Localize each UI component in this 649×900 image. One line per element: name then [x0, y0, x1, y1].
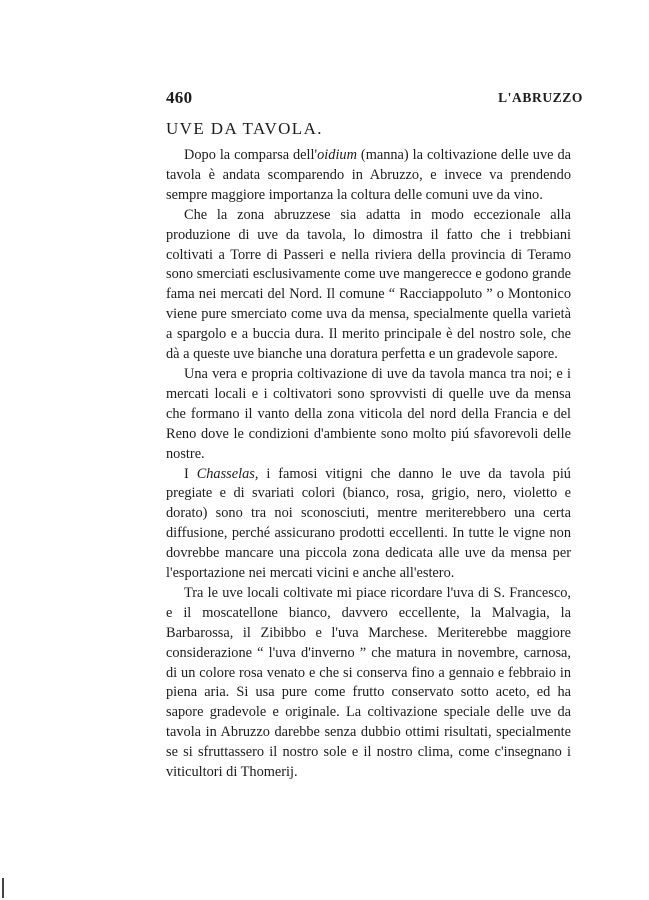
page-number: 460	[166, 88, 193, 107]
paragraph-1-text-start: Dopo la comparsa dell'	[184, 147, 318, 163]
paragraph-1-text-end: (manna) la coltivazione delle uve da tavola è andata scomparendo in Abruzzo, e invece va prendendo sempre maggiore importanza la coltura delle comuni uve da vino.	[166, 147, 571, 203]
section-title: UVE DA TAVOLA.	[166, 119, 323, 138]
paragraph-4-text-end: i famosi vitigni che danno le uve da tavola piú pregiate e di svariati colori (bianco, rosa, grigio, nero, violetto e dorato) sono tra noi sconosciuti, mentre meriterebbero una certa diffusione, perché assicurano prodotti eccellenti. In tutte le vigne non dovrebbe mancare una piccola zona dedicata alle uve da mensa per l'esportazione nei mercati vicini e anche all'estero.	[166, 465, 571, 582]
paragraph-3: Una vera e propria coltivazione di uve da tavola manca tra noi; e i mercati locali e i coltivatori sono sprovvisti di quelle uve da mensa che formano il vanto della zona viticola del nord della Francia e del Reno dove le condizioni d'ambiente sono molto piú sfavorevoli delle nostre.	[166, 365, 571, 462]
paragraph-4-text-start: I	[184, 465, 197, 482]
paragraph-5: Tra le uve locali coltivate mi piace ricordare l'uva di S. Francesco, e il moscatellone bianco, davvero eccellente, la Malvagia, la Barbarossa, il Zibibbo e l'uva Marchese. Meriterebbe maggiore considerazione “ l'uva d'inverno ” che matura in novembre, carnosa, di un colore rosa venato e che si conserva fino a gennaio e febbraio in piena aria. Si usa pure come frutto conservato sotto aceto, ed ha sapore gradevole e originale. La coltivazione speciale delle uve da tavola in Abruzzo darebbe senza dubbio ottimi risultati, specialmente se si sfruttassero il nostro sole e il nostro clima, come c'insegnano i viticultori di Thomerij.	[166, 584, 571, 781]
paragraph-1	[166, 146, 571, 206]
paragraph-4	[166, 465, 571, 584]
running-head: L'ABRUZZO	[498, 90, 583, 105]
paragraph-2: Che la zona abruzzese sia adatta in modo eccezionale alla produzione di uve da tavola, lo dimostra il fatto che i trebbiani coltivati a Torre di Passeri e nella riviera della provincia di Teramo sono smerciati esclusivamente come uve mangerecce e godono grande fama nei mercati del Nord. Il comune “ Racciappoluto ” o Montonico viene pure smerciato come uva da mensa, specialmente quella varietà a spargolo e a buccia dura. Il merito principale è del nostro sole, che dà a queste uve bianche una doratura perfetta e un gradevole sapore.	[166, 206, 571, 363]
body-text	[166, 146, 571, 783]
page-header	[166, 88, 583, 110]
paragraph-4-italic-term: Chasselas,	[196, 465, 259, 482]
scan-edge-mark	[2, 878, 4, 898]
paragraph-1-italic-term: oidium	[317, 147, 357, 163]
